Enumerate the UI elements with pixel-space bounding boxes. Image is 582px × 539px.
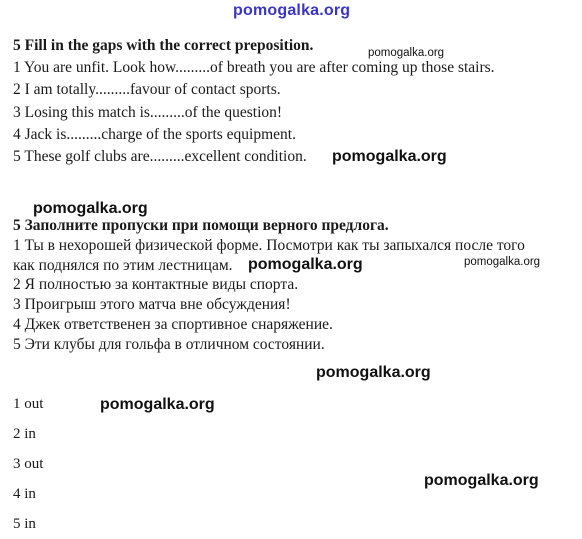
answer-3: 3 out	[13, 456, 44, 472]
answer-5: 5 in	[13, 516, 36, 532]
exercise-heading-en: 5 Fill in the gaps with the correct preposition.	[13, 37, 314, 54]
watermark-top: pomogalka.org	[233, 2, 351, 19]
exercise-item-ru-2: 2 Я полностью за контактные виды спорта.	[13, 276, 299, 293]
exercise-heading-ru: 5 Заполните пропуски при помощи верного предлога.	[13, 217, 389, 234]
exercise-item-en-5: 5 These golf clubs are.........excellent condition.	[13, 148, 307, 165]
exercise-item-ru-1: 1 Ты в нехорошей физической форме. Посмотри как ты запыхался после того	[13, 237, 525, 254]
exercise-item-ru-1-cont: как поднялся по этим лестницам.	[13, 257, 233, 274]
watermark: pomogalka.org	[248, 256, 363, 273]
exercise-item-en-2: 2 I am totally.........favour of contact sports.	[13, 81, 281, 98]
exercise-item-en-1: 1 You are unfit. Look how.........of breath you are after coming up those stairs.	[13, 59, 495, 76]
watermark: pomogalka.org	[316, 364, 431, 381]
answer-1: 1 out	[13, 396, 44, 412]
watermark: pomogalka.org	[424, 472, 539, 489]
watermark: pomogalka.org	[332, 148, 447, 165]
watermark: pomogalka.org	[33, 200, 148, 217]
answer-2: 2 in	[13, 426, 36, 442]
watermark: pomogalka.org	[100, 396, 215, 413]
exercise-item-ru-4: 4 Джек ответственен за спортивное снаряжение.	[13, 316, 333, 333]
exercise-item-ru-5: 5 Эти клубы для гольфа в отличном состоянии.	[13, 336, 325, 353]
answer-4: 4 in	[13, 486, 36, 502]
watermark: pomogalka.org	[464, 256, 541, 268]
exercise-item-ru-3: 3 Проигрыш этого матча вне обсуждения!	[13, 296, 291, 313]
watermark: pomogalka.org	[368, 47, 445, 59]
exercise-item-en-3: 3 Losing this match is.........of the question!	[13, 104, 283, 121]
exercise-item-en-4: 4 Jack is.........charge of the sports equipment.	[13, 126, 296, 143]
